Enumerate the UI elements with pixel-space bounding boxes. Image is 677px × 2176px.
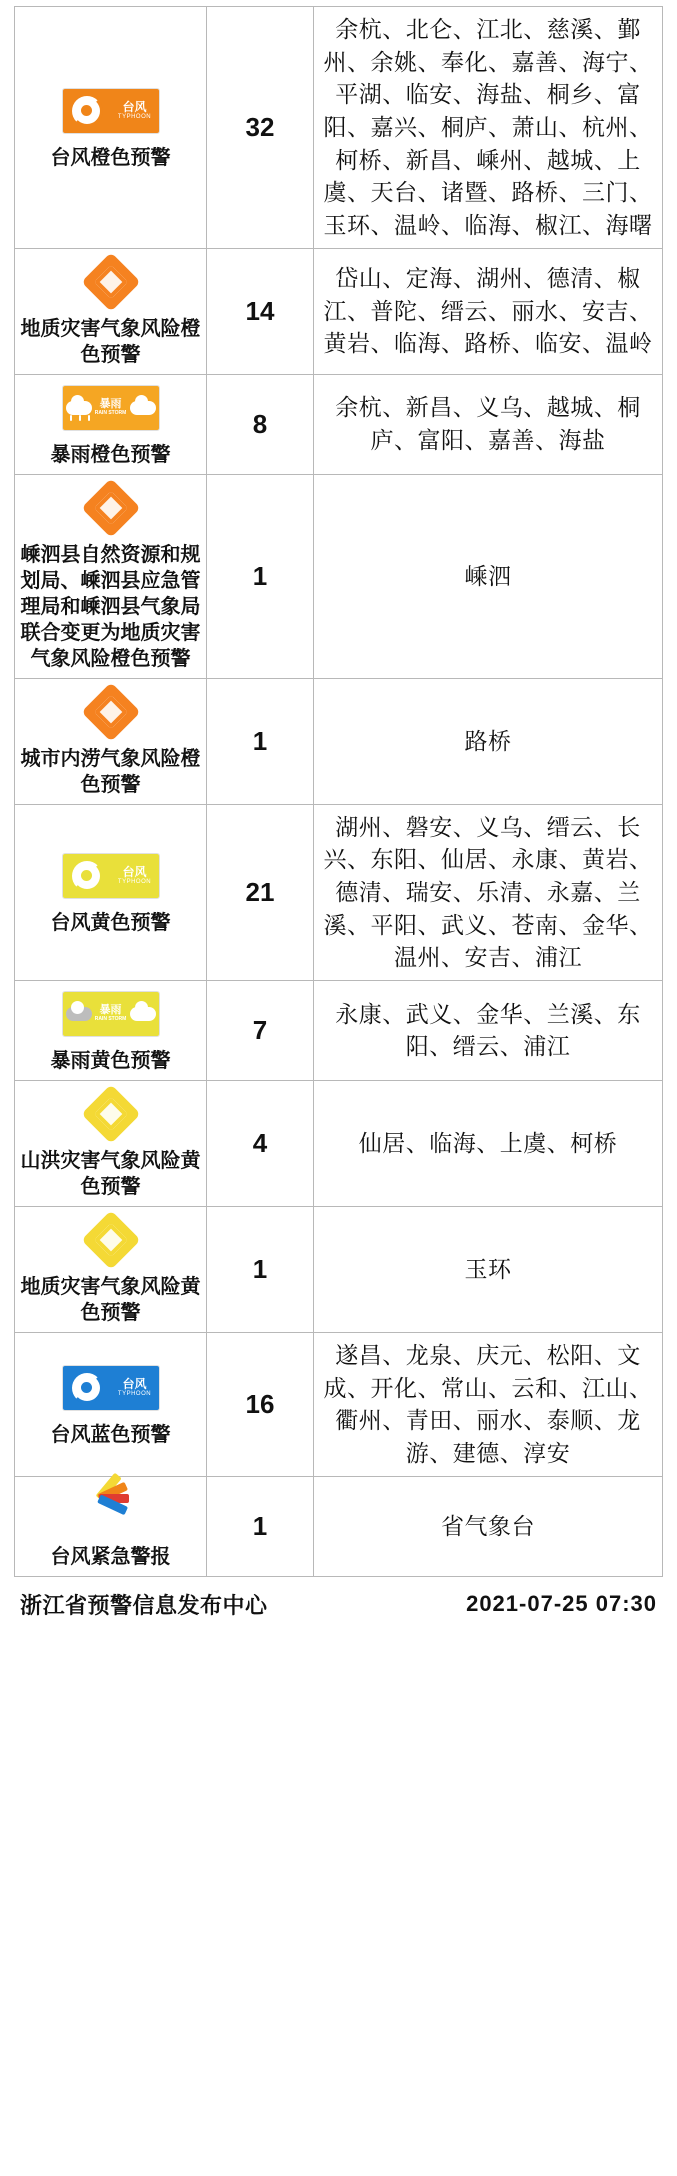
- table-row: [15, 374, 663, 474]
- warning-count: 8: [207, 374, 314, 474]
- rainstorm-orange-icon: [19, 381, 202, 435]
- table-row: [15, 678, 663, 804]
- warning-areas: 余杭、新昌、义乌、越城、桐庐、富阳、嘉善、海盐: [314, 374, 663, 474]
- warning-type-cell: [15, 678, 207, 804]
- warning-count: 1: [207, 474, 314, 678]
- warning-type-label: 台风橙色预警: [50, 146, 171, 169]
- typhoon-emergency-alarm-icon: [19, 1483, 202, 1537]
- warning-areas: 余杭、北仑、江北、慈溪、鄞州、余姚、奉化、嘉善、海宁、平湖、临安、海盐、桐乡、富阳、嘉兴、桐庐、萧山、杭州、柯桥、新昌、嵊州、越城、上虞、天台、诸暨、路桥、三门、玉环、温岭、临海、椒江、海曙: [314, 7, 663, 249]
- warning-areas: 路桥: [314, 678, 663, 804]
- source-label: 浙江省预警信息发布中心: [20, 1592, 268, 1618]
- rainstorm-yellow-icon: [19, 987, 202, 1041]
- icon-label-cn: 台风: [122, 100, 147, 115]
- icon-label-en: RAIN STORM: [94, 1016, 127, 1023]
- warning-count: 1: [207, 1476, 314, 1576]
- publish-datetime: 2021-07-25 07:30: [466, 1591, 657, 1616]
- warning-count: 1: [207, 678, 314, 804]
- warning-type-cell: [15, 7, 207, 249]
- warning-type-cell: [15, 1206, 207, 1332]
- warning-type-label: 台风黄色预警: [50, 911, 171, 934]
- warning-areas: 省气象台: [314, 1476, 663, 1576]
- typhoon-orange-icon: [19, 84, 202, 138]
- icon-label-cn: 暴雨: [99, 398, 122, 411]
- warning-type-cell: [15, 804, 207, 980]
- warning-type-cell: [15, 1080, 207, 1206]
- warning-areas: 仙居、临海、上虞、柯桥: [314, 1080, 663, 1206]
- warning-type-cell: [15, 474, 207, 678]
- warning-areas: 遂昌、龙泉、庆元、松阳、文成、开化、常山、云和、江山、衢州、青田、丽水、泰顺、龙游、建德、淳安: [314, 1332, 663, 1476]
- warning-type-label: 城市内涝气象风险橙色预警: [20, 747, 201, 796]
- table-row: [15, 804, 663, 980]
- table-row: [15, 474, 663, 678]
- table-row: [15, 980, 663, 1080]
- warning-table: [14, 6, 663, 1577]
- warning-type-label: 地质灾害气象风险橙色预警: [20, 317, 201, 366]
- warning-areas: 永康、武义、金华、兰溪、东阳、缙云、浦江: [314, 980, 663, 1080]
- warning-type-cell: [15, 980, 207, 1080]
- warning-type-label: 地质灾害气象风险黄色预警: [20, 1275, 201, 1324]
- warning-areas: 岱山、定海、湖州、德清、椒江、普陀、缙云、丽水、安吉、黄岩、临海、路桥、临安、温岭: [314, 248, 663, 374]
- table-row: [15, 1332, 663, 1476]
- warning-count: 16: [207, 1332, 314, 1476]
- warning-type-cell: [15, 1332, 207, 1476]
- warning-type-label: 暴雨橙色预警: [50, 443, 171, 466]
- warning-count: 4: [207, 1080, 314, 1206]
- icon-label-cn: 台风: [122, 865, 147, 880]
- warning-count: 21: [207, 804, 314, 980]
- flash-flood-yellow-icon: [19, 1087, 202, 1141]
- icon-label-en: TYPHOON: [117, 878, 152, 885]
- warning-count: 14: [207, 248, 314, 374]
- table-row: [15, 1206, 663, 1332]
- warning-areas: 玉环: [314, 1206, 663, 1332]
- warning-type-label: 台风紧急警报: [50, 1545, 171, 1568]
- warning-table-body: [15, 7, 663, 1577]
- warning-count: 1: [207, 1206, 314, 1332]
- table-row: [15, 248, 663, 374]
- warning-count: 32: [207, 7, 314, 249]
- typhoon-yellow-icon: [19, 849, 202, 903]
- warning-type-cell: [15, 374, 207, 474]
- icon-label-en: TYPHOON: [117, 113, 152, 120]
- warning-type-cell: [15, 248, 207, 374]
- table-row: [15, 7, 663, 249]
- geological-hazard-yellow-icon: [19, 1213, 202, 1267]
- warning-count: 7: [207, 980, 314, 1080]
- table-row: [15, 1476, 663, 1576]
- warning-areas: 嵊泗: [314, 474, 663, 678]
- typhoon-blue-icon: [19, 1361, 202, 1415]
- geological-hazard-orange-icon: [19, 481, 202, 535]
- geological-hazard-orange-icon: [19, 255, 202, 309]
- urban-waterlogging-orange-icon: [19, 685, 202, 739]
- footer-bar: [14, 1577, 663, 1634]
- warning-areas: 湖州、磐安、义乌、缙云、长兴、东阳、仙居、永康、黄岩、德清、瑞安、乐清、永嘉、兰溪、平阳、武义、苍南、金华、温州、安吉、浦江: [314, 804, 663, 980]
- icon-label-cn: 台风: [122, 1377, 147, 1392]
- warning-type-label: 暴雨黄色预警: [50, 1049, 171, 1072]
- table-row: [15, 1080, 663, 1206]
- warning-type-label: 嵊泗县自然资源和规划局、嵊泗县应急管理局和嵊泗县气象局联合变更为地质灾害气象风险橙色预警: [20, 543, 201, 670]
- icon-label-en: RAIN STORM: [94, 409, 127, 416]
- icon-label-en: TYPHOON: [117, 1390, 152, 1397]
- icon-label-cn: 暴雨: [99, 1004, 122, 1017]
- warning-type-label: 台风蓝色预警: [50, 1423, 171, 1446]
- warning-type-cell: [15, 1476, 207, 1576]
- warning-type-label: 山洪灾害气象风险黄色预警: [20, 1149, 201, 1198]
